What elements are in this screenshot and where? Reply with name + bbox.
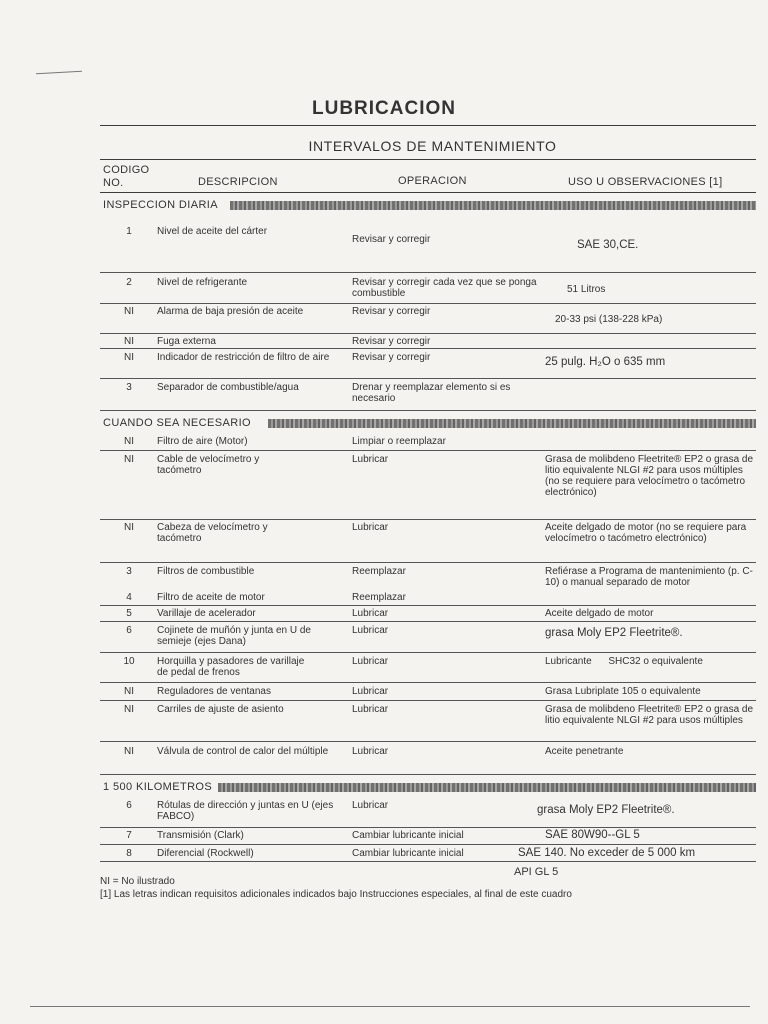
row-operation: Reemplazar — [352, 566, 406, 577]
section-label: 1 500 KILOMETROS — [103, 781, 213, 793]
row-operation: Lubricar — [352, 704, 389, 715]
page-title: LUBRICACION — [312, 98, 456, 119]
row-observation: SAE 30,CE. — [577, 239, 639, 251]
row-description: Filtro de aire (Motor) — [157, 436, 248, 447]
row-rule — [100, 682, 756, 683]
row-observation: Aceite delgado de motor (no se requiere para velocímetro o tacómetro electrónico) — [545, 522, 747, 544]
row-description: Rótulas de dirección y juntas en U (ejes FABCO) — [157, 800, 334, 822]
row-description: Alarma de baja presión de aceite — [157, 306, 304, 317]
row-rule — [100, 378, 756, 379]
row-rule — [100, 303, 756, 304]
header-code-line2: NO. — [103, 177, 124, 189]
footnote-ni: NI = No ilustrado — [100, 876, 175, 887]
row-code: NI — [124, 686, 134, 697]
row-rule — [100, 741, 756, 742]
row-code: 3 — [126, 382, 132, 393]
row-observation: Aceite penetrante — [545, 746, 624, 757]
header-rule — [100, 192, 756, 193]
row-observation: Grasa de molibdeno Fleetrite® EP2 o grasa de litio equivalente NLGI #2 para usos múltiples — [545, 704, 754, 726]
row-code: 6 — [126, 625, 132, 636]
row-code: 10 — [123, 656, 135, 667]
row-operation: Lubricar — [352, 746, 389, 757]
header-code — [103, 164, 149, 190]
row-rule — [100, 621, 756, 622]
row-observation: 20-33 psi (138-228 kPa) — [555, 314, 663, 325]
row-operation: Lubricar — [352, 522, 389, 533]
row-operation: Lubricar — [352, 454, 389, 465]
row-rule — [100, 774, 756, 775]
page-subtitle: INTERVALOS DE MANTENIMIENTO — [308, 138, 557, 154]
section-cuando-sea-necesario — [100, 417, 756, 431]
row-code: 2 — [126, 277, 132, 288]
section-label: INSPECCION DIARIA — [103, 199, 218, 211]
header-operation: OPERACION — [398, 175, 467, 187]
row-operation: Reemplazar — [352, 592, 406, 603]
section-bar — [230, 201, 756, 210]
row-operation: Revisar y corregir cada vez que se ponga combustible — [352, 277, 537, 299]
row-code: 3 — [126, 566, 132, 577]
row-operation: Lubricar — [352, 800, 389, 811]
row-rule — [100, 519, 756, 520]
row-observation: Grasa Lubriplate 105 o equivalente — [545, 686, 701, 697]
row-description: Transmisión (Clark) — [157, 830, 244, 841]
row-rule — [100, 450, 756, 451]
scan-mark — [30, 1006, 750, 1007]
header-code-line1: CODIGO — [103, 164, 150, 176]
row-description: Varillaje de acelerador — [157, 608, 256, 619]
row-code: 7 — [126, 830, 132, 841]
row-observation: SAE 140. No exceder de 5 000 km — [518, 847, 696, 859]
row-observation: Aceite delgado de motor — [545, 608, 654, 619]
section-label: CUANDO SEA NECESARIO — [103, 417, 251, 429]
row-description: Filtro de aceite de motor — [157, 592, 265, 603]
row-rule — [100, 652, 756, 653]
row-rule — [100, 827, 756, 828]
row-code: NI — [124, 746, 134, 757]
row-description: Indicador de restricción de filtro de aire — [157, 352, 330, 363]
row-rule — [100, 700, 756, 701]
header-observations: USO U OBSERVACIONES [1] — [568, 176, 723, 188]
row-rule — [100, 605, 756, 606]
row-description: Nivel de aceite del cárter — [157, 226, 268, 237]
row-description: Cabeza de velocímetro y tacómetro — [157, 522, 268, 544]
row-observation: grasa Moly EP2 Fleetrite®. — [545, 627, 683, 639]
row-description: Válvula de control de calor del múltiple — [157, 746, 329, 757]
row-observation: SAE 80W90--GL 5 — [545, 829, 640, 841]
footnote-reference: [1] Las letras indican requisitos adicionales indicados bajo Instrucciones especiales, al final de este cuadro — [100, 889, 572, 900]
row-description: Reguladores de ventanas — [157, 686, 271, 697]
row-code: NI — [124, 704, 134, 715]
row-operation: Revisar y corregir — [352, 306, 431, 317]
row-description: Fuga externa — [157, 336, 216, 347]
row-description: Cojinete de muñón y junta en U de semieje (ejes Dana) — [157, 625, 311, 647]
row-code: NI — [124, 352, 134, 363]
row-code: NI — [124, 306, 134, 317]
row-operation: Drenar y reemplazar elemento si es necesario — [352, 382, 511, 404]
row-operation: Revisar y corregir — [352, 352, 431, 363]
row-observation: Lubricante SHC32 o equivalente — [545, 656, 703, 667]
row-rule — [100, 272, 756, 273]
header-description: DESCRIPCION — [198, 176, 278, 188]
row-rule — [100, 844, 756, 845]
row-rule — [100, 410, 756, 411]
subtitle-rule — [100, 159, 756, 160]
section-bar — [218, 783, 756, 792]
row-code: 8 — [126, 848, 132, 859]
row-operation: Lubricar — [352, 608, 389, 619]
row-rule — [100, 333, 756, 334]
row-observation: Refiérase a Programa de mantenimiento (p. C-10) o manual separado de motor — [545, 566, 753, 588]
row-description: Diferencial (Rockwell) — [157, 848, 254, 859]
row-description: Nivel de refrigerante — [157, 277, 248, 288]
row-operation: Limpiar o reemplazar — [352, 436, 446, 447]
row-rule — [100, 861, 756, 862]
section-bar — [268, 419, 756, 428]
row-observation: Grasa de molibdeno Fleetrite® EP2 o grasa de litio equivalente NLGI #2 para usos múltiples (no se requiere para velocímetro o tacómetro electrónico) — [545, 454, 754, 498]
row-rule — [100, 348, 756, 349]
row-operation: Lubricar — [352, 625, 389, 636]
row-description: Separador de combustible/agua — [157, 382, 299, 393]
row-operation: Revisar y corregir — [352, 234, 431, 245]
section-1500-kilometros — [100, 781, 756, 795]
row-code: NI — [124, 522, 134, 533]
section-inspeccion-diaria — [100, 199, 756, 213]
row-operation: Lubricar — [352, 656, 389, 667]
row-operation: Cambiar lubricante inicial — [352, 830, 464, 841]
row-code: NI — [124, 336, 134, 347]
row-observation: 25 pulg. H₂O o 635 mm — [545, 356, 666, 368]
row-rule — [100, 562, 756, 563]
scan-mark — [36, 71, 82, 74]
row-code: NI — [124, 454, 134, 465]
row-code: 4 — [126, 592, 132, 603]
row-description: Carriles de ajuste de asiento — [157, 704, 284, 715]
row-description: Cable de velocímetro y tacómetro — [157, 454, 260, 476]
row-description: Filtros de combustible — [157, 566, 255, 577]
row-operation: Lubricar — [352, 686, 389, 697]
row-description: Horquilla y pasadores de varillaje de pedal de frenos — [157, 656, 305, 678]
row-code: 6 — [126, 800, 132, 811]
api-note: API GL 5 — [514, 866, 559, 878]
row-operation: Cambiar lubricante inicial — [352, 848, 464, 859]
row-code: NI — [124, 436, 134, 447]
title-rule — [100, 125, 756, 126]
row-observation: grasa Moly EP2 Fleetrite®. — [537, 804, 675, 816]
row-code: 5 — [126, 608, 132, 619]
row-operation: Revisar y corregir — [352, 336, 431, 347]
row-observation: 51 Litros — [567, 284, 606, 295]
row-code: 1 — [126, 226, 132, 237]
